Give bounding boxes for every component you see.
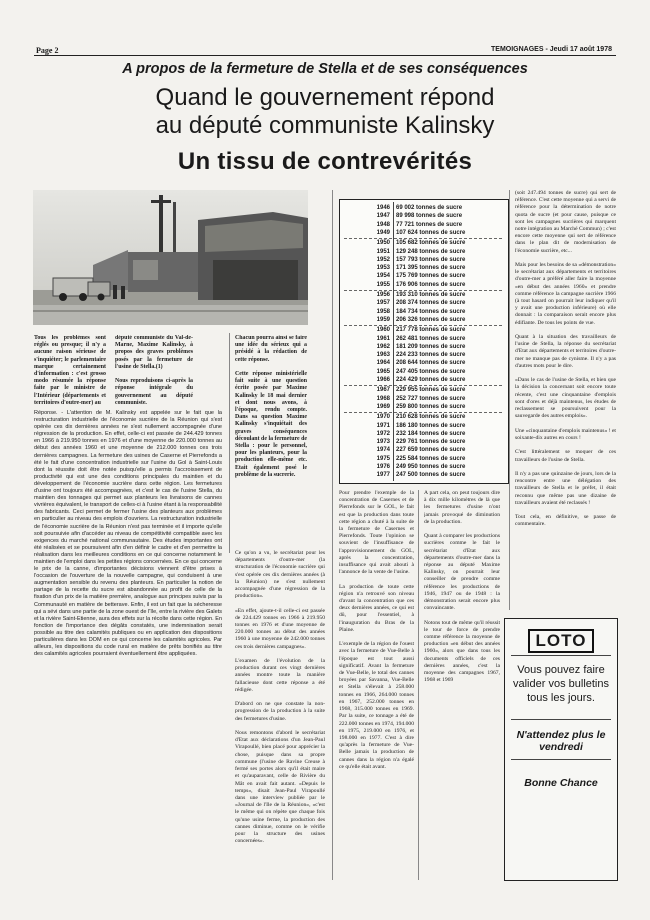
year-cell: 1974 <box>376 447 390 454</box>
tonnage-cell: 259 800 tonnes de sucre <box>396 403 466 410</box>
table-row <box>340 403 508 411</box>
loto-message-line-3: tous les jours. <box>527 692 595 704</box>
table-row <box>340 359 508 367</box>
subheadline: Un tissu de contrevérités <box>177 148 473 175</box>
table-row <box>340 376 508 384</box>
tonnage-cell: 89 998 tonnes de sucre <box>396 213 463 220</box>
tonnage-cell: 247 405 tonnes de sucre <box>396 368 466 375</box>
year-cell: 1951 <box>376 248 390 255</box>
loto-slogan: Bonne Chance <box>524 777 598 789</box>
loto-message-line-2: valider vos bulletins <box>513 678 609 690</box>
year-cell: 1954 <box>376 273 390 280</box>
year-cell: 1961 <box>376 335 390 342</box>
tonnage-cell: 129 248 tonnes de sucre <box>396 248 466 255</box>
column-divider <box>332 190 333 880</box>
table-row <box>340 204 508 212</box>
tonnage-cell: 105 682 tonnes de sucre <box>396 240 466 247</box>
year-cell: 1975 <box>376 455 390 462</box>
year-cell: 1968 <box>376 395 390 402</box>
publication-dateline: TEMOIGNAGES - Jeudi 17 août 1978 <box>491 46 612 53</box>
tonnage-cell: 210 628 tonnes de sucre <box>396 414 466 421</box>
year-cell: 1949 <box>376 229 390 236</box>
tonnage-cell: 229 955 tonnes de sucre <box>396 387 466 394</box>
table-row <box>340 438 508 446</box>
factory-illustration <box>33 190 308 325</box>
year-cell: 1967 <box>376 387 390 394</box>
year-cell: 1963 <box>376 352 390 359</box>
table-row <box>340 248 508 256</box>
tonnage-cell: 208 644 tonnes de sucre <box>396 360 466 367</box>
tonnage-cell: 208 374 tonnes de sucre <box>396 300 466 307</box>
table-row <box>340 256 508 264</box>
year-cell: 1972 <box>376 430 390 437</box>
table-row <box>340 281 508 289</box>
page-number: Page 2 <box>36 46 59 55</box>
column-divider <box>418 490 419 880</box>
loto-tagline: N'attendez plus le vendredi <box>516 729 606 753</box>
kicker-headline: A propos de la fermeture de Stella et de ses conséquences <box>122 61 528 77</box>
tonnage-cell: 225 584 tonnes de sucre <box>396 455 466 462</box>
year-cell: 1969 <box>376 403 390 410</box>
year-cell: 1970 <box>376 414 390 421</box>
year-cell: 1964 <box>376 360 390 367</box>
tonnage-cell: 262 481 tonnes de sucre <box>396 335 466 342</box>
table-row <box>340 471 508 479</box>
table-row <box>340 212 508 220</box>
header-rule <box>34 55 616 56</box>
tonnage-cell: 206 326 tonnes de sucre <box>396 316 466 323</box>
table-row <box>340 239 508 247</box>
table-row <box>340 422 508 430</box>
year-cell: 1973 <box>376 439 390 446</box>
ministerial-response: Réponse. - L'attention de M. Kalinsky est appelée sur le fait que la restructuration industrielle de l'économie sucrière de la Réunion qui s'est opérée ces dix dernières années ne s'est nullement accompagnée d'une régression de la production. En effet, celle-ci est passée de 244.429 tonnes en 1966 à 219.950 tonnes en 1976 et d'une moyenne de 220.000 tonnes au début des années 1960 et une moyenne de 212.000 tonnes ces trois dernières campagnes. La fermeture des usines de Caserne et Pierrefonds a été le fait d'une concentration industrielle sur l'usine du Gol à Saint-Louis dont la réussite doit être notée puisqu'elle a permis l'accroissement de productivité qui est une des conditions principales du maintien et du développement de l'économie sucrière dans cette région. Les fermetures d'usine ont toujours été accompagnées, et c'est le cas de l'usine Stella, du maintien des tonnages qui permet aux planteurs les livraisons de cannes vivrières équivalent, le transport de celles-ci à l'usine étant à la responsabilité des fabricants. Ceci permet de fermer l'usine des planteurs aux problèmes en particulier au niveau des emplois d'ouvriers. La restructuration industrielle de l'économie sucrière de la Réunion n'est pas terminée et il importe qu'elle soit poursuivie afin d'accéder au niveau de compétitivité compatible avec les exigences du marché national communautaire. Des études importantes ont été réalisées et se poursuivent afin d'en définir le cadre et d'en permettre la réalisation dans les meilleures conditions en ce qui concerne notamment le maintien de l'emploi dans les petites régions concernées. En ce qui concerne le prix de la canne, d'importantes décisions viennent d'être prises à l'occasion de l'ouverture de la nouvelle campagne, qui conduisent à une augmentation sensible du revenu des planteurs. En particulier la notion de partage de la recette du sucre est abandonnée au profit de celle de la fixation d'un prix de la matière première, analogue aux principes suivis par la Communauté en matière de betterave. Enfin, il est un fait que la sécheresse qui a sévi dans une partie de la zone ouest de l'île, entre la rivière des Galets et la rivière Saint-Etienne, aura des effets sur la récolte dans cette région. En fonction de l'importance des dégâts constatés, une indemnisation serait possible au titre des calamités publiques ou en application des dispositions particulières dans les DOM en ce qui concerne les calamités agricoles. Par ailleurs, les dispositions du code rural en matière de prêts bonifiés au titre des calamités agricoles pourraient éventuellement être appliquées. <box>34 410 222 658</box>
year-cell: 1950 <box>376 240 390 247</box>
table-row <box>340 335 508 343</box>
table-row <box>340 351 508 359</box>
year-cell: 1952 <box>376 256 390 263</box>
intro-col-3: Chacun pourra ainsi se faire une idée du sérieux qui a présidé à la rédaction de cette réponse. Cette réponse ministérielle fait suite à une question écrite posée par Maxime Kalinsky le 18 mai dernier et dont nous avons, à l'époque, rendu compte. Dans sa question Maxime Kalinsky s'inquiétait des graves conséquences découlant de la fermeture de Stella : pour le personnel, pour les planteurs, pour la production elle-même etc. Etait également posé le problème de la sucrerie. <box>235 335 307 478</box>
ad-rule <box>511 655 611 656</box>
loto-message-line-1: Vous pouvez faire <box>517 664 605 676</box>
tonnage-cell: 184 734 tonnes de sucre <box>396 308 466 315</box>
tonnage-cell: 252 727 tonnes de sucre <box>396 395 466 402</box>
table-row <box>340 395 508 403</box>
loto-message <box>505 663 617 705</box>
loto-logo <box>528 629 594 653</box>
table-row <box>340 299 508 307</box>
table-row <box>340 430 508 438</box>
tonnage-cell: 171 395 tonnes de sucre <box>396 265 466 272</box>
tonnage-cell: 77 721 tonnes de sucre <box>396 221 463 228</box>
year-cell: 1977 <box>376 472 390 479</box>
tonnage-cell: 157 793 tonnes de sucre <box>396 256 466 263</box>
table-row <box>340 368 508 376</box>
column-divider <box>229 333 230 553</box>
column-divider <box>509 190 510 610</box>
tonnage-cell: 227 659 tonnes de sucre <box>396 447 466 454</box>
table-row <box>340 264 508 272</box>
loto-advertisement <box>504 618 618 881</box>
table-row <box>340 326 508 334</box>
ad-rule <box>511 759 611 760</box>
table-row <box>340 291 508 299</box>
table-row <box>340 455 508 463</box>
intro-col-1: Tous les problèmes sont réglés ou presque; il n'y a aucune raison sérieuse de s'inquiéter; le parlementaire marque certainement d'information : c'est grosso modo résumée la réponse faite par le ministre de l'Intérieur (départements et territoires d'outre-mer) au <box>34 335 106 406</box>
year-cell: 1957 <box>376 300 390 307</box>
tonnage-cell: 249 950 tonnes de sucre <box>396 464 466 470</box>
year-cell: 1971 <box>376 422 390 429</box>
ad-rule <box>511 719 611 720</box>
factory-photo <box>33 190 308 325</box>
table-row <box>340 446 508 454</box>
table-row <box>340 229 508 237</box>
year-cell: 1976 <box>376 464 390 470</box>
year-cell: 1966 <box>376 377 390 383</box>
tonnage-cell: 193 310 tonnes de sucre <box>396 292 466 298</box>
table-row <box>340 413 508 421</box>
year-cell: 1958 <box>376 308 390 315</box>
intro-col-2: député communiste du Val-de-Marne, Maxime Kalinsky, à propos des graves problèmes posés par la fermeture de l'usine de Stella.(1) Nous reproduisons ci-après la réponse intégrale du gouvernement au député communiste. <box>115 335 193 406</box>
tonnage-cell: 247 500 tonnes de sucre <box>396 472 466 479</box>
tonnage-cell: 69 002 tonnes de sucre <box>396 205 463 211</box>
tonnage-cell: 181 209 tonnes de sucre <box>396 343 466 350</box>
year-cell: 1955 <box>376 281 390 288</box>
table-row <box>340 343 508 351</box>
year-cell: 1947 <box>376 213 390 220</box>
year-cell: 1946 <box>376 205 390 211</box>
year-cell: 1960 <box>376 327 390 334</box>
tonnage-cell: 107 624 tonnes de sucre <box>396 229 466 236</box>
loto-logo-text: LOTO <box>535 631 587 650</box>
tonnage-cell: 217 778 tonnes de sucre <box>396 327 466 334</box>
tonnage-cell: 229 761 tonnes de sucre <box>396 439 466 446</box>
year-cell: 1965 <box>376 368 390 375</box>
tonnage-cell: 224 233 tonnes de sucre <box>396 352 466 359</box>
headline-line-2: au député communiste Kalinsky <box>155 112 495 139</box>
table-row <box>340 308 508 316</box>
far-right-column: (soit 247.494 tonnes de sucre) qui sert de référence. C'est cette moyenne qui a servi de référence pour la détermination de notre quota de sucre (et pour cause, puisque ce sont les campagnes sucrières qui marquent notre intégration au Marché Commun) ; c'est encore cette moyenne qui sert de référence dans le plan dit de modernisation de l'économie sucrière, etc... Mais pour les besoins de sa «démonstration» le secrétariat aux départements et territoires d'outre-mer a préféré aller faire la moyenne «en début des années 1960» et prendre comme référence la campagne sucrière 1966 (à tout hasard on pourrait leur indiquer qu'il y avait une production inférieure) où elle donnait : la comparaison serait encore plus édifiante. De tous les points de vue. Quant à la situation des travailleurs de l'usine de Stella, la réponse du secrétariat d'Etat aux départements et territoires d'outre-mer ne manque pas de cynisme. Il n'y a pas d'autres mots pour le dire. «Dans le cas de l'usine de Stella, et bien que la décision la concernant soit encore toute récente, c'est une cinquantaine d'emplois sont d'ores et déjà maintenus, les études de reclassement se poursuivent pour la sauvegarde des autres emplois». Une «cinquantaine d'emplois maintenus» ! et soixante-dix autres en cours ! C'est littéralement se moquer de ces travailleurs de l'usine de Stella. Il n'y a pas une quinzaine de jours, lors de la rencontre entre une délégation des travailleurs de Stella et le préfet, il était reconnu que même pas une dizaine de travailleurs avaient été reclassés ! Tout cela, en définitive, se passe de commentaire. <box>515 190 616 528</box>
table-row <box>340 386 508 394</box>
headline-line-1: Quand le gouvernement répond <box>155 84 495 111</box>
year-cell: 1953 <box>376 265 390 272</box>
right-column-1: Pour prendre l'exemple de la concentration de Casernes et de Pierrefonds sur le GOL, le fait est que la production dans toute cette région a chuté à la suite de la fermeture de Casernes et Pierrefonds. Toute l'opinion se souvient de l'insuffisance de l'approvisionnement du GOL, après la concentration, insuffisance qui avait abouti à l'annonce de la vente de l'usine. La production de toute cette région n'a retrouvé son niveau d'avant la concentration que ces deux dernières années, ce qui est dû, pour l'essentiel, à l'inauguration du Bras de la Plaine. L'exemple de la région de l'ouest avec la fermeture de Vue-Belle à l'époque est tout aussi significatif. Avant la fermeture de Vue-Belle, le total des cannes broyées par Savanna, Vue-Belle et Stella s'élevait à 258.000 tonnes en 1966, 264.000 tonnes en 1967, 252.000 tonnes en 1968, 315.000 tonnes en 1969. Par la suite, ce tonnage a été de 222.000 tonnes en 1974, 194.000 en 1975, 219.000 en 1976, et 198.000 en 1977. C'est à dire qu'après la fermeture de Vue-Belle jamais la production de cannes dans la région n'a égalé ce qu'elle était avant. <box>339 490 414 770</box>
year-cell: 1962 <box>376 343 390 350</box>
year-cell: 1948 <box>376 221 390 228</box>
table-row <box>340 316 508 324</box>
tonnage-cell: 176 906 tonnes de sucre <box>396 281 466 288</box>
main-headline <box>34 84 616 140</box>
tonnage-cell: 175 769 tonnes de sucre <box>396 273 466 280</box>
tonnage-cell: 224 429 tonnes de sucre <box>396 377 466 383</box>
right-column-2: A part cela, on peut toujours dire à dix mille kilomètres de là que les fermetures d'usine n'ont jamais provoqué de diminution de la production. Quant à comparer les productions sucrières comme le fait le secrétariat d'Etat aux départements d'outre-mer dans la réponse au député Maxime Kalinsky, on pourrait leur conseiller de prendre comme référence les productions de 1946, 1947 ou de 1948 : la démonstration serait encore plus convaincante. Notons tout de même qu'il réussit le tour de force de prendre comme référence la moyenne de production «en début des années 1960», alors que dans tous les documents officiels de ces dernières années, c'est la moyenne des campagnes 1967, 1968 et 1969 <box>424 490 500 684</box>
table-row <box>340 221 508 229</box>
year-cell: 1956 <box>376 292 390 298</box>
table-row <box>340 272 508 280</box>
sugar-production-table <box>339 199 509 484</box>
tonnage-cell: 232 184 tonnes de sucre <box>396 430 466 437</box>
tonnage-cell: 186 180 tonnes de sucre <box>396 422 466 429</box>
middle-column: Ce qu'on a vu, le secrétariat pour les départements d'outre-mer (la structuration de l'économie sucrière qui s'est opérée ces dix dernières années (à la Réunion) ne s'est nullement accompagnée d'une régression de la production». «En effet, ajoute-t-il celle-ci est passée de 224.429 tonnes en 1966 à 219.950 tonnes en 1976 et d'une moyenne de 220.000 tonnes au début des années 1960 à une moyenne de 242.000 tonnes ces trois dernières campagnes». L'examen de l'évolution de la production durant ces vingt dernières années montre toute la manière fallacieuse dont cette réponse a été rédigée. D'abord on ne que constate la non-progression de la production à la suite des fermetures d'usine. Nous remontons d'abord le secrétariat d'Etat aux déclarations d'un Jean-Paul Virapoullé, bien placé pour apprécier la chose, puisque dans sa propre commune (l'usine de Ravine Creuse à fermé ses portes alors qu'il était maire et qu'auparavant, celle de Rivière du Mât en avait fait autant. «Depuis le temps», disait Jean-Paul Virapoullé dans une interview publiée par le «Journal de l'Ile de la Réunion», «c'est le même qui on répète que chaque fois qu'une usine ferme, la production des cannes diminue, comme on le vérifie pour la structure des usines concernées». <box>235 550 325 845</box>
table-row <box>340 463 508 471</box>
year-cell: 1959 <box>376 316 390 323</box>
